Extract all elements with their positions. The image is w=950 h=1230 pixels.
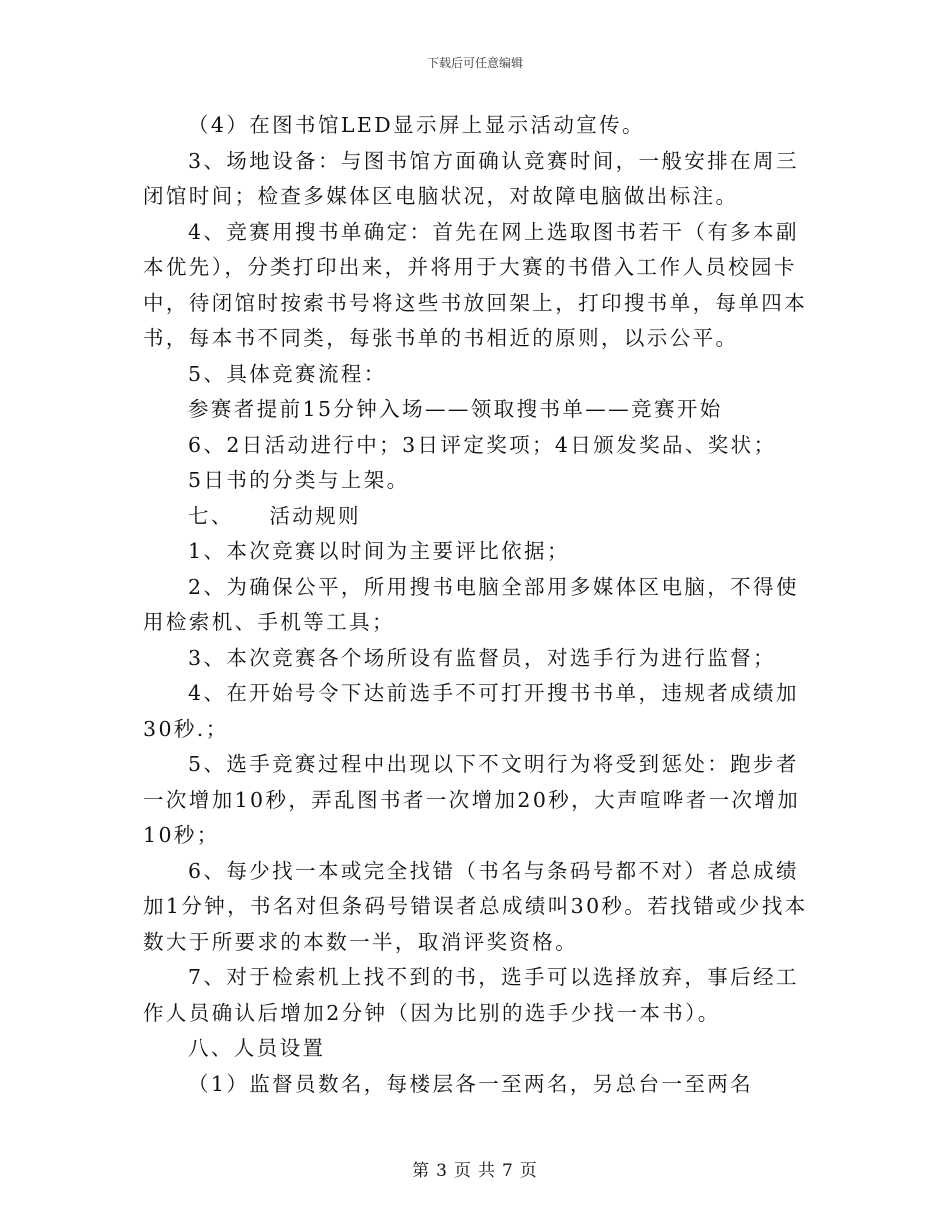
rule-5: 5、选手竞赛过程中出现以下不文明行为将受到惩处：跑步者一次增加10秒，弄乱图书者一次增加20秒，大声喧哗者一次增加10秒； xyxy=(143,752,801,847)
document-body xyxy=(143,108,813,1102)
paragraph-schedule: 6、2日活动进行中；3日评定奖项；4日颁发奖品、奖状； xyxy=(188,432,777,457)
footer-prefix: 第 xyxy=(412,1161,431,1181)
paragraph-schedule-cont: 5日书的分类与上架。 xyxy=(188,468,410,492)
rule-6: 6、每少找一本或完全找错（书名与条码号都不对）者总成绩加1分钟，书名对但条码号错误者总成绩叫30秒。若找错或少找本数大于所要求的本数一半，取消评奖资格。 xyxy=(143,858,808,954)
page-number: 3 xyxy=(436,1161,448,1181)
staff-item-1: （1）监督员数名，每楼层各一至两名，另总台一至两名 xyxy=(188,1071,754,1096)
paragraph-venue: 3、场地设备：与图书馆方面确认竞赛时间，一般安排在周三闭馆时间；检查多媒体区电脑状况，对故障电脑做出标注。 xyxy=(143,148,799,208)
rule-2: 2、为确保公平，所用搜书电脑全部用多媒体区电脑，不得使用检索机、手机等工具； xyxy=(143,574,799,634)
section-heading-rules: 七、 活动规则 xyxy=(188,503,361,528)
rule-1: 1、本次竞赛以时间为主要评比依据； xyxy=(188,539,570,563)
paragraph-book-list: 4、竞赛用搜书单确定：首先在网上选取图书若干（有多本副本优先），分类打印出来，并将用于大赛的书借入工作人员校园卡中，待闭馆时按索书号将这些书放回架上，打印搜书单，每单四本书，每本书不同类，每张书单的书相近的原则，以示公平。 xyxy=(143,219,808,350)
paragraph-lead: （4）在图书馆LED显示屏上显示活动宣传。 xyxy=(188,113,645,137)
rule-4: 4、在开始号令下达前选手不可打开搜书书单，违规者成绩加30秒.； xyxy=(143,681,799,741)
section-heading-staff: 八、人员设置 xyxy=(188,1036,326,1060)
footer-mid1: 页 xyxy=(454,1161,472,1181)
paragraph-process-flow: 参赛者提前15分钟入场——领取搜书单——竞赛开始 xyxy=(188,397,723,421)
rule-3: 3、本次竞赛各个场所设有监督员，对选手行为进行监督； xyxy=(188,645,776,670)
page-header: 下载后可任意编辑 xyxy=(426,56,523,70)
footer-mid2: 共 xyxy=(478,1161,496,1181)
total-pages: 7 xyxy=(502,1161,514,1181)
footer-suffix: 页 xyxy=(519,1161,538,1181)
rule-7: 7、对于检索机上找不到的书，选手可以选择放弃，事后经工作人员确认后增加2分钟（因为比别的选手少找一本书）。 xyxy=(143,965,799,1025)
page-footer xyxy=(0,1156,950,1181)
paragraph-process-heading: 5、具体竞赛流程： xyxy=(188,361,387,386)
